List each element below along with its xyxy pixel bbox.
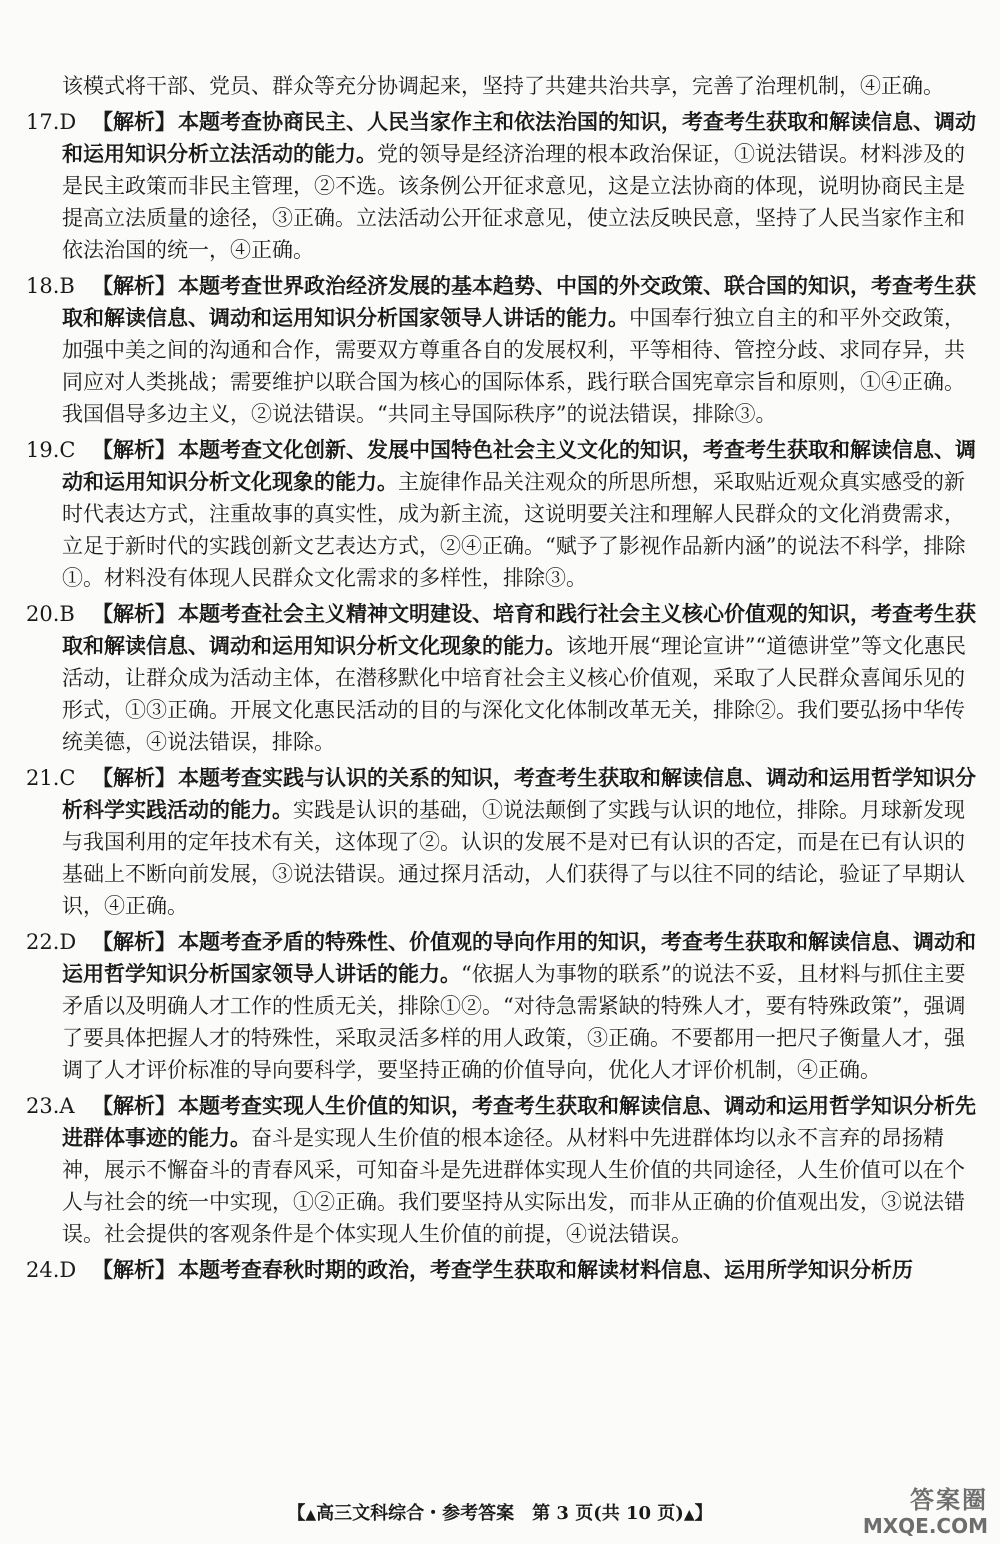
- answer-item-23: [26, 1090, 978, 1250]
- answer-item-22: [26, 926, 978, 1086]
- footer-text: 高三文科综合・参考答案 第 3 页(共 10 页): [316, 1503, 684, 1524]
- analysis-summary: 本题考查实践与认识的关系的知识，考查考生获取和解读信息、调动和运用哲学知识分析科学实践活动的能力。: [62, 765, 976, 822]
- analysis-tag: 【解析】: [92, 109, 176, 134]
- answer-page: [26, 70, 978, 1290]
- analysis-body: 奋斗是实现人生价值的根本途径。从材料中先进群体均以永不言弃的昂扬精神，展示不懈奋斗的青春风采，可知奋斗是先进群体实现人生价值的共同途径，人生价值可以在个人与社会的统一中实现，①②正确。我们要坚持从实际出发，而非从正确的价值观出发，③说法错误。社会提供的客观条件是个体实现人生价值的前提，④说法错误。: [62, 1126, 965, 1246]
- question-number: 18.B: [26, 274, 75, 298]
- footer-open-bracket: 【: [287, 1503, 306, 1524]
- triangle-icon: ▲: [683, 1507, 695, 1523]
- answer-item-24: [26, 1254, 978, 1286]
- analysis-tag: 【解析】: [92, 929, 176, 954]
- analysis-summary: 本题考查文化创新、发展中国特色社会主义文化的知识，考查考生获取和解读信息、调动和运用知识分析文化现象的能力。: [62, 437, 976, 494]
- answer-item-17: [26, 106, 978, 266]
- question-number: 24.D: [26, 1258, 77, 1282]
- watermark: [818, 1486, 988, 1540]
- analysis-body: 中国奉行独立自主的和平外交政策，加强中美之间的沟通和合作，需要双方尊重各自的发展权利，平等相待、管控分歧、求同存异，共同应对人类挑战；需要维护以联合国为核心的国际体系，践行联合国宪章宗旨和原则，①④正确。我国倡导多边主义，②说法错误。“共同主导国际秩序”的说法错误，排除③。: [62, 306, 965, 426]
- question-number: 17.D: [26, 110, 77, 134]
- answer-item-19: [26, 434, 978, 594]
- answer-item-20: [26, 598, 978, 758]
- footer-close-bracket: 】: [694, 1503, 713, 1524]
- answer-item-21: [26, 762, 978, 922]
- question-number: 21.C: [26, 766, 76, 790]
- analysis-tag: 【解析】: [92, 437, 176, 462]
- analysis-summary: 本题考查协商民主、人民当家作主和依法治国的知识，考查考生获取和解读信息、调动和运用知识分析立法活动的能力。: [62, 109, 976, 166]
- question-number: 20.B: [26, 602, 75, 626]
- watermark-url: MXQE.COM: [862, 1514, 988, 1538]
- analysis-summary: 本题考查春秋时期的政治，考查学生获取和解读材料信息、运用所学知识分析历: [178, 1257, 913, 1282]
- analysis-summary: 本题考查社会主义精神文明建设、培育和践行社会主义核心价值观的知识，考查考生获取和解读信息、调动和运用知识分析文化现象的能力。: [62, 601, 976, 658]
- analysis-summary: 本题考查世界政治经济发展的基本趋势、中国的外交政策、联合国的知识，考查考生获取和解读信息、调动和运用知识分析国家领导人讲话的能力。: [62, 273, 976, 330]
- watermark-logo: 答案圈: [910, 1486, 988, 1514]
- question-number: 23.A: [26, 1094, 75, 1118]
- analysis-tag: 【解析】: [92, 273, 176, 298]
- analysis-body: 主旋律作品关注观众的所思所想，采取贴近观众真实感受的新时代表达方式，注重故事的真实性，成为新主流，这说明要关注和理解人民群众的文化消费需求，立足于新时代的实践创新文艺表达方式，②④正确。“赋予了影视作品新内涵”的说法不科学，排除①。材料没有体现人民群众文化需求的多样性，排除③。: [62, 470, 966, 590]
- analysis-tag: 【解析】: [92, 601, 176, 626]
- analysis-body: 实践是认识的基础，①说法颠倒了实践与认识的地位，排除。月球新发现与我国利用的定年技术有关，这体现了②。认识的发展不是对已有认识的否定，而是在已有认识的基础上不断向前发展，③说法错误。通过探月活动，人们获得了与以往不同的结论，验证了早期认识，④正确。: [62, 798, 965, 918]
- answer-item-18: [26, 270, 978, 430]
- analysis-summary: 本题考查实现人生价值的知识，考查考生获取和解读信息、调动和运用哲学知识分析先进群体事迹的能力。: [62, 1093, 976, 1150]
- analysis-summary: 本题考查矛盾的特殊性、价值观的导向作用的知识，考查考生获取和解读信息、调动和运用哲学知识分析国家领导人讲话的能力。: [62, 929, 976, 986]
- analysis-body: 党的领导是经济治理的根本政治保证，①说法错误。材料涉及的是民主政策而非民主管理，②不选。该条例公开征求意见，这是立法协商的体现，说明协商民主是提高立法质量的途径，③正确。立法活动公开征求意见，使立法反映民意，坚持了人民当家作主和依法治国的统一，④正确。: [62, 142, 965, 262]
- triangle-icon: ▲: [305, 1507, 317, 1523]
- question-number: 19.C: [26, 438, 76, 462]
- analysis-body: 该地开展“理论宣讲”“道德讲堂”等文化惠民活动，让群众成为活动主体，在潜移默化中培育社会主义核心价值观，采取了人民群众喜闻乐见的形式，①③正确。开展文化惠民活动的目的与深化文化体制改革无关，排除②。我们要弘扬中华传统美德，④说法错误，排除。: [62, 634, 966, 754]
- analysis-tag: 【解析】: [92, 1257, 176, 1282]
- continuation-paragraph: 该模式将干部、党员、群众等充分协调起来，坚持了共建共治共享，完善了治理机制，④正确。: [62, 74, 944, 98]
- question-number: 22.D: [26, 930, 77, 954]
- analysis-body: “依据人为事物的联系”的说法不妥，且材料与抓住主要矛盾以及明确人才工作的性质无关，排除①②。“对待急需紧缺的特殊人才，要有特殊政策”，强调了要具体把握人才的特殊性，采取灵活多样的用人政策，③正确。不要都用一把尺子衡量人才，强调了人才评价标准的导向要科学，要坚持正确的价值导向，优化人才评价机制，④正确。: [62, 962, 966, 1082]
- analysis-tag: 【解析】: [92, 765, 176, 790]
- analysis-tag: 【解析】: [92, 1093, 176, 1118]
